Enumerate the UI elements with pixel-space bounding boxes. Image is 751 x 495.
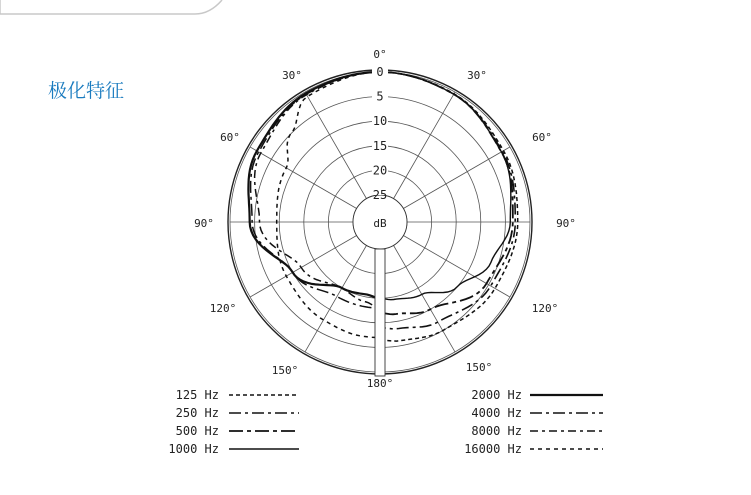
legend-label: 2000 Hz	[471, 388, 522, 402]
series-2000-hz	[248, 72, 380, 298]
series-4000-hz	[251, 72, 380, 308]
series-1000-hz	[380, 72, 511, 300]
series-250-hz	[380, 72, 515, 329]
db-tick-label: 10	[372, 114, 388, 129]
angle-label: 120°	[531, 302, 559, 315]
db-tick-label: 5	[376, 89, 384, 104]
angle-label: 0°	[373, 48, 387, 61]
angle-label: 60°	[532, 131, 552, 144]
angle-label: 90°	[556, 217, 576, 230]
angle-label: 90°	[194, 217, 214, 230]
angle-label: 30°	[467, 69, 487, 82]
angle-label: 150°	[465, 361, 493, 374]
angle-label: 180°	[366, 377, 394, 390]
center-label: dB	[373, 217, 387, 230]
legend	[168, 388, 603, 456]
db-tick-label: 15	[372, 138, 388, 153]
angle-label: 150°	[271, 364, 299, 377]
legend-label: 125 Hz	[175, 388, 219, 402]
db-tick-label: 25	[372, 188, 388, 202]
legend-label: 4000 Hz	[471, 406, 522, 420]
series-500-hz	[380, 72, 513, 314]
angle-label: 30°	[282, 69, 302, 82]
legend-label: 8000 Hz	[471, 424, 522, 438]
angle-label: 60°	[220, 131, 240, 144]
section-title: 极化特征	[48, 80, 125, 102]
legend-label: 16000 Hz	[464, 442, 522, 456]
legend-label: 500 Hz	[175, 424, 219, 438]
legend-label: 250 Hz	[175, 406, 219, 420]
db-tick-label: 0	[376, 65, 384, 79]
db-tick-label: 20	[372, 163, 388, 178]
legend-label: 1000 Hz	[168, 442, 219, 456]
bottom-strip	[375, 249, 385, 376]
angle-label: 120°	[209, 302, 237, 315]
